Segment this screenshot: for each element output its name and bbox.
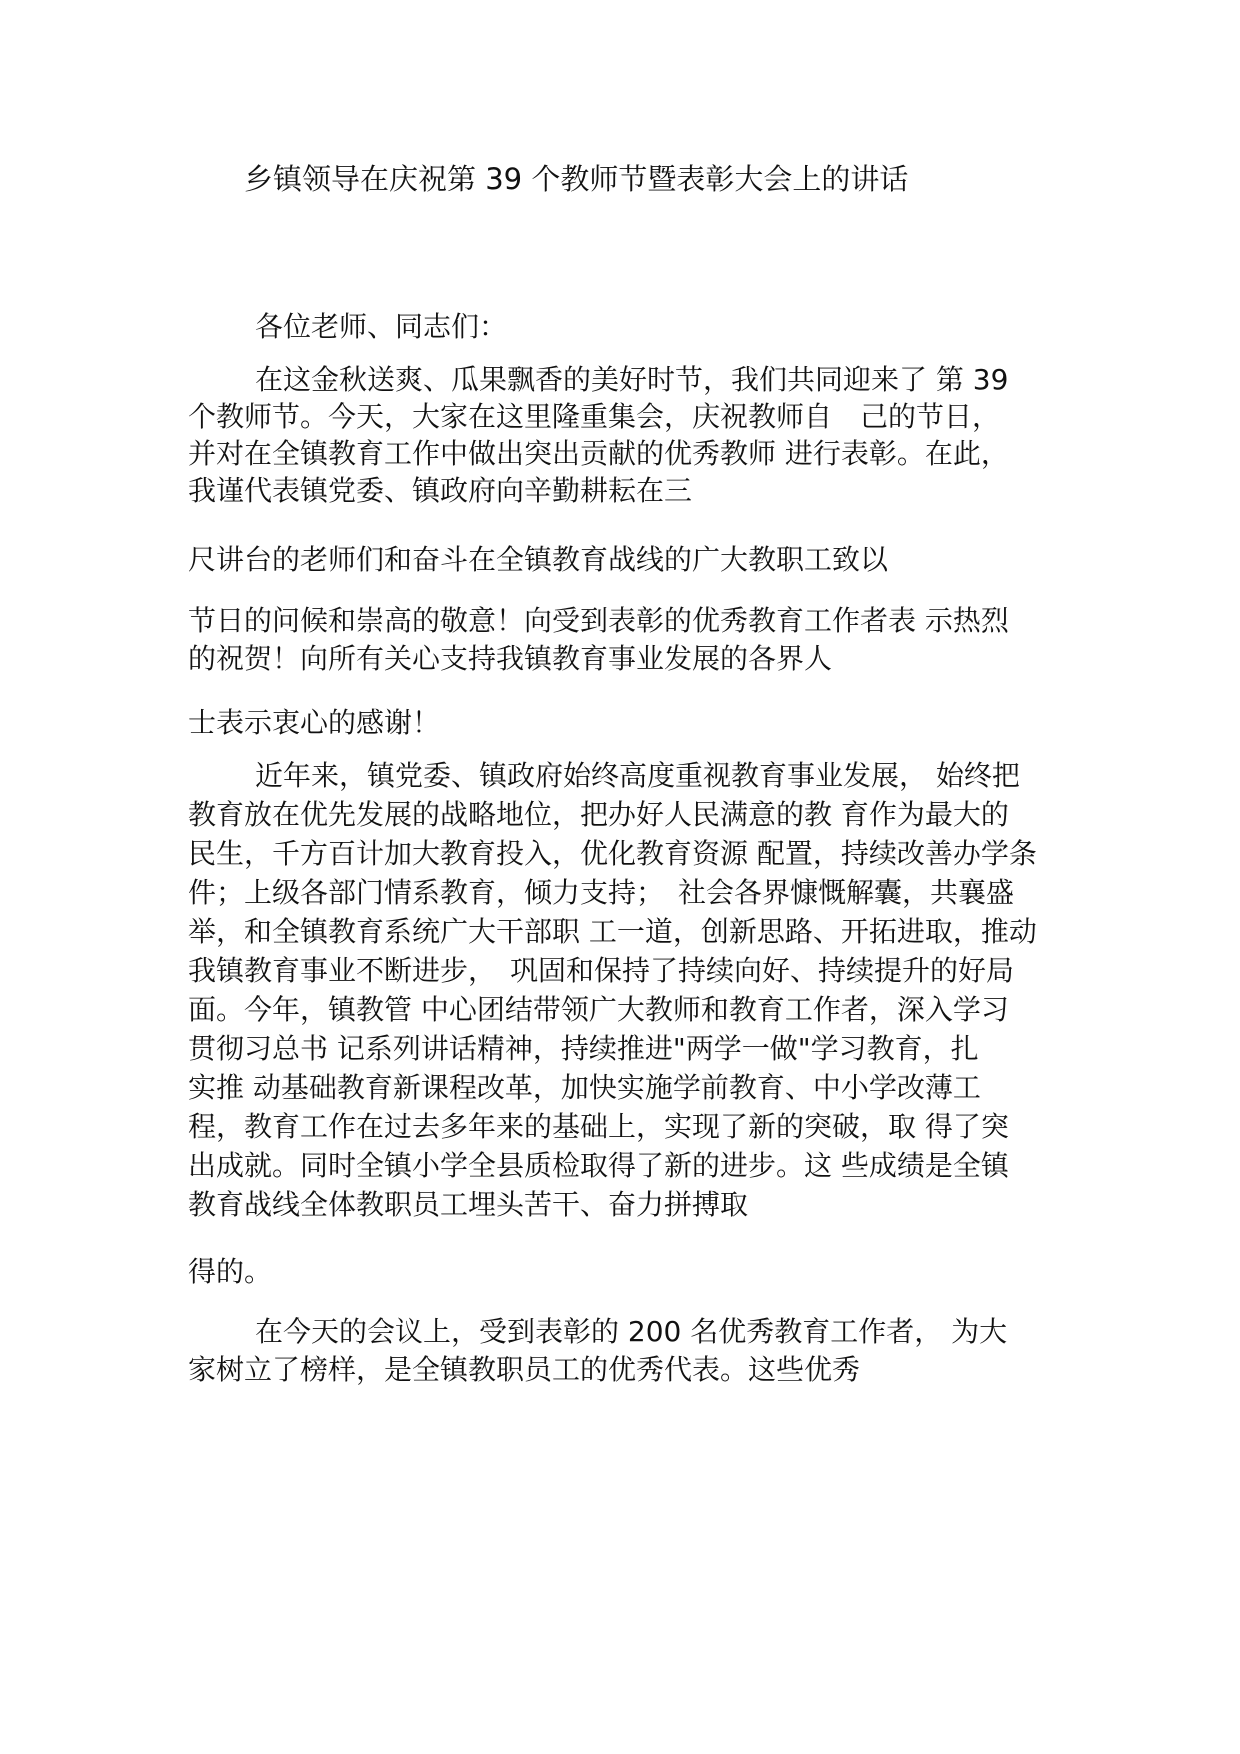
paragraph-line: 并对在全镇教育工作中做出突出贡献的优秀教师 进行表彰。在此， (188, 437, 1009, 470)
paragraph-line: 士表示衷心的感谢！ (188, 706, 441, 739)
paragraph-line: 件；上级各部门情系教育，倾力支持； 社会各界慷慨解囊，共襄盛 (188, 876, 1015, 909)
paragraph-line: 贯彻习总书 记系列讲话精神，持续推进"两学一做"学习教育，扎 (188, 1032, 979, 1065)
paragraph-line: 出成就。同时全镇小学全县质检取得了新的进步。这 些成绩是全镇 (188, 1149, 1009, 1182)
paragraph-line: 家树立了榜样，是全镇教职员工的优秀代表。这些优秀 (188, 1353, 861, 1386)
paragraph-line: 节日的问候和崇高的敬意！向受到表彰的优秀教育工作者表 示热烈 (188, 604, 1009, 637)
paragraph-line: 我镇教育事业不断进步， 巩固和保持了持续向好、持续提升的好局 (188, 954, 1015, 987)
paragraph-line: 民生，千方百计加大教育投入，优化教育资源 配置，持续改善办学条 (188, 837, 1037, 870)
paragraph-line: 教育战线全体教职员工埋头苦干、奋力拼搏取 (188, 1188, 749, 1221)
paragraph-line: 得的。 (188, 1255, 273, 1288)
paragraph-line: 尺讲台的老师们和奋斗在全镇教育战线的广大教职工致以 (188, 543, 889, 576)
paragraph-line: 个教师节。今天，大家在这里隆重集会，庆祝教师自 己的节日， (188, 400, 1001, 433)
paragraph-line: 在今天的会议上，受到表彰的 200 名优秀教育工作者， 为大 (255, 1315, 1008, 1348)
salutation: 各位老师、同志们： (255, 310, 508, 343)
paragraph-line: 在这金秋送爽、瓜果飘香的美好时节，我们共同迎来了 第 39 (255, 363, 1009, 396)
paragraph-line: 我谨代表镇党委、镇政府向辛勤耕耘在三 (188, 474, 693, 507)
document-title: 乡镇领导在庆祝第 39 个教师节暨表彰大会上的讲话 (244, 162, 909, 196)
paragraph-line: 举，和全镇教育系统广大干部职 工一道，创新思路、开拓进取，推动 (188, 915, 1037, 948)
paragraph-line: 教育放在优先发展的战略地位，把办好人民满意的教 育作为最大的 (188, 798, 1009, 831)
paragraph-line: 实推 动基础教育新课程改革，加快实施学前教育、中小学改薄工 (188, 1071, 981, 1104)
paragraph-line: 面。今年，镇教管 中心团结带领广大教师和教育工作者，深入学习 (188, 993, 1009, 1026)
paragraph-line: 近年来，镇党委、镇政府始终高度重视教育事业发展， 始终把 (255, 759, 1020, 792)
paragraph-line: 的祝贺！向所有关心支持我镇教育事业发展的各界人 (188, 642, 833, 675)
paragraph-line: 程，教育工作在过去多年来的基础上，实现了新的突破，取 得了突 (188, 1110, 1009, 1143)
